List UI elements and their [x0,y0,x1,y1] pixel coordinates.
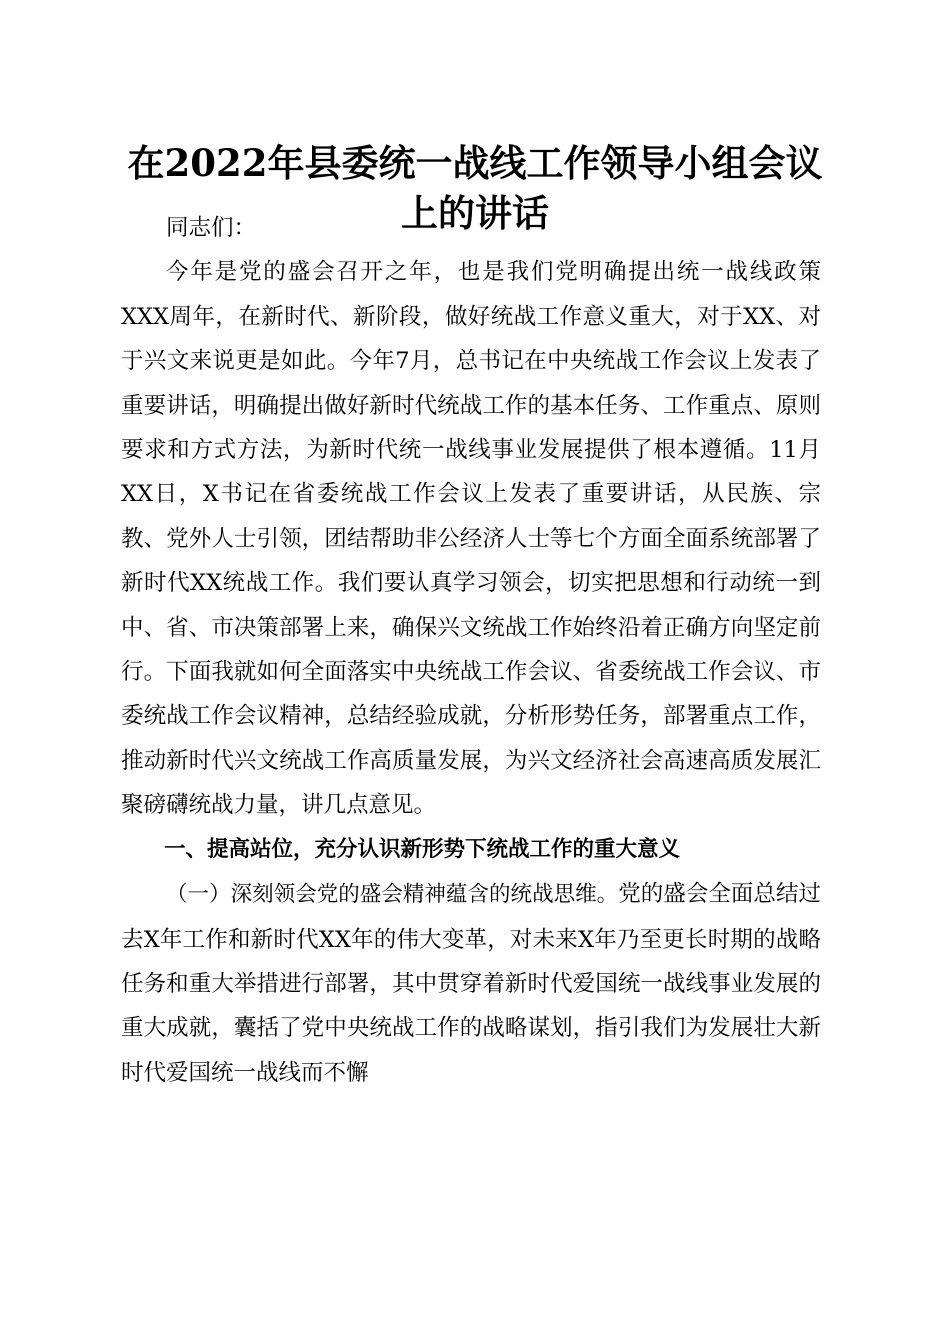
document-title: 在2022年县委统一战线工作领导小组会议上的讲话 [127,141,823,235]
subsection-paragraph [121,872,821,1095]
document-body [121,206,821,1095]
intro-paragraph: 今年是党的盛会召开之年，也是我们党明确提出统一战线政策XXX周年，在新时代、新阶段，做好统战工作意义重大，对于XX、对于兴文来说更是如此。今年7月，总书记在中央统战工作会议上发表了重要讲话，明确提出做好新时代统战工作的基本任务、工作重点、原则要求和方式方法，为新时代统一战线事业发展提供了根本遵循。11月XX日，X书记在省委统战工作会议上发表了重要讲话，从民族、宗教、党外人士引领，团结帮助非公经济人士等七个方面全面系统部署了新时代XX统战工作。我们要认真学习领会，切实把思想和行动统一到中、省、市决策部署上来，确保兴文统战工作始终沿着正确方向坚定前行。下面我就如何全面落实中央统战工作会议、省委统战工作会议、市委统战工作会议精神，总结经验成就，分析形势任务，部署重点工作，推动新时代兴文统战工作高质量发展，为兴文经济社会高速高质发展汇聚磅礴统战力量，讲几点意见。 [121,259,821,819]
subsection-text: 党的盛会全面总结过去X年工作和新时代XX年的伟大变革，对未来X年乃至更长时期的战略任务和重大举措进行部署，其中贯穿着新时代爱国统一战线事业发展的重大成就，囊括了党中央统战工作的战略谋划，指引我们为发展壮大新时代爱国统一战线而不懈 [121,881,821,1086]
subsection-lead: （一）深刻领会党的盛会精神蕴含的统战思维。 [166,882,619,908]
section-heading: 一、提高站位，充分认识新形势下统战工作的重大意义 [164,836,681,862]
salutation: 同志们： [166,215,257,241]
